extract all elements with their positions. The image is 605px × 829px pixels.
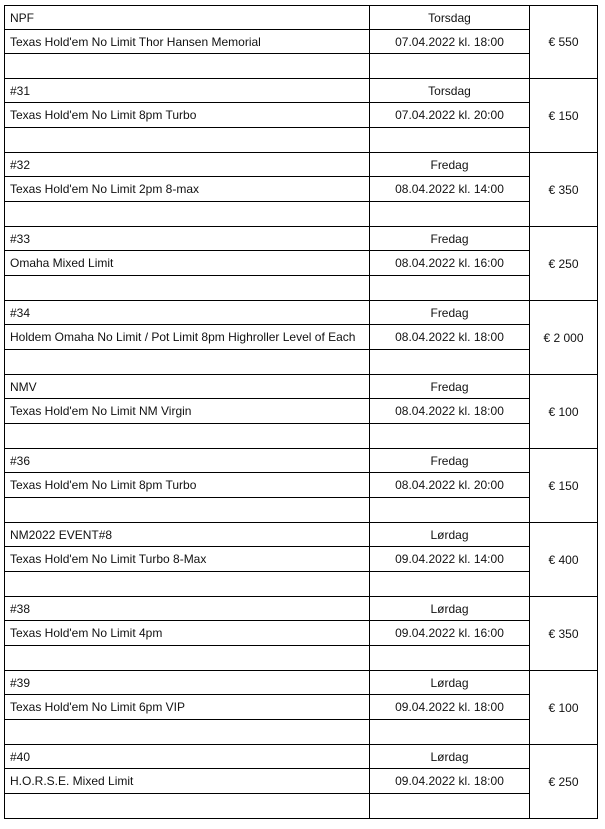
event-name: Texas Hold'em No Limit NM Virgin bbox=[5, 399, 369, 423]
event-blank-cell bbox=[5, 572, 369, 596]
event-info bbox=[4, 79, 369, 152]
event-row bbox=[4, 375, 598, 449]
event-code: NMV bbox=[5, 375, 369, 399]
event-row bbox=[4, 301, 598, 375]
event-name: Texas Hold'em No Limit 6pm VIP bbox=[5, 695, 369, 719]
event-day: Torsdag bbox=[370, 79, 529, 103]
event-price: € 100 bbox=[529, 671, 598, 744]
event-price: € 2 000 bbox=[529, 301, 598, 374]
event-row bbox=[4, 5, 598, 79]
event-schedule bbox=[369, 153, 529, 226]
event-blank-cell bbox=[370, 646, 529, 670]
event-code: #36 bbox=[5, 449, 369, 473]
event-day: Fredag bbox=[370, 153, 529, 177]
event-row bbox=[4, 523, 598, 597]
event-name: Omaha Mixed Limit bbox=[5, 251, 369, 275]
event-row bbox=[4, 227, 598, 301]
event-name: Texas Hold'em No Limit 4pm bbox=[5, 621, 369, 645]
event-schedule bbox=[369, 449, 529, 522]
event-schedule bbox=[369, 523, 529, 596]
event-price: € 350 bbox=[529, 597, 598, 670]
event-price: € 250 bbox=[529, 227, 598, 300]
event-info bbox=[4, 597, 369, 670]
event-blank-cell bbox=[5, 350, 369, 374]
event-row bbox=[4, 745, 598, 819]
event-row bbox=[4, 597, 598, 671]
event-row bbox=[4, 79, 598, 153]
event-day: Lørdag bbox=[370, 671, 529, 695]
event-blank-cell bbox=[370, 128, 529, 152]
event-blank-cell bbox=[5, 202, 369, 226]
event-price: € 400 bbox=[529, 523, 598, 596]
event-code: #40 bbox=[5, 745, 369, 769]
event-code: NM2022 EVENT#8 bbox=[5, 523, 369, 547]
event-name: Texas Hold'em No Limit 8pm Turbo bbox=[5, 473, 369, 497]
event-day: Fredag bbox=[370, 375, 529, 399]
event-blank-cell bbox=[370, 350, 529, 374]
event-datetime: 09.04.2022 kl. 18:00 bbox=[370, 769, 529, 793]
event-blank-cell bbox=[5, 276, 369, 300]
event-info bbox=[4, 375, 369, 448]
event-blank-cell bbox=[370, 276, 529, 300]
event-code: #32 bbox=[5, 153, 369, 177]
event-day: Torsdag bbox=[370, 6, 529, 30]
event-row bbox=[4, 449, 598, 523]
event-day: Fredag bbox=[370, 227, 529, 251]
tournament-schedule bbox=[4, 5, 598, 819]
event-datetime: 08.04.2022 kl. 20:00 bbox=[370, 473, 529, 497]
event-info bbox=[4, 671, 369, 744]
event-name: Texas Hold'em No Limit Thor Hansen Memorial bbox=[5, 30, 369, 54]
event-info bbox=[4, 153, 369, 226]
event-price: € 550 bbox=[529, 6, 598, 78]
event-datetime: 09.04.2022 kl. 18:00 bbox=[370, 695, 529, 719]
event-code: #34 bbox=[5, 301, 369, 325]
event-name: Texas Hold'em No Limit 8pm Turbo bbox=[5, 103, 369, 127]
event-name: Holdem Omaha No Limit / Pot Limit 8pm Highroller Level of Each bbox=[5, 325, 369, 349]
event-code: #39 bbox=[5, 671, 369, 695]
event-blank-cell bbox=[5, 720, 369, 744]
event-datetime: 08.04.2022 kl. 18:00 bbox=[370, 399, 529, 423]
event-price: € 150 bbox=[529, 79, 598, 152]
event-blank-cell bbox=[5, 498, 369, 522]
event-blank-cell bbox=[370, 720, 529, 744]
event-blank-cell bbox=[5, 128, 369, 152]
event-row bbox=[4, 671, 598, 745]
event-name: Texas Hold'em No Limit Turbo 8-Max bbox=[5, 547, 369, 571]
event-price: € 150 bbox=[529, 449, 598, 522]
event-blank-cell bbox=[5, 794, 369, 818]
event-datetime: 08.04.2022 kl. 16:00 bbox=[370, 251, 529, 275]
event-blank-cell bbox=[370, 202, 529, 226]
event-schedule bbox=[369, 227, 529, 300]
event-schedule bbox=[369, 597, 529, 670]
event-info bbox=[4, 523, 369, 596]
event-blank-cell bbox=[370, 54, 529, 78]
event-blank-cell bbox=[370, 794, 529, 818]
event-schedule bbox=[369, 375, 529, 448]
event-datetime: 07.04.2022 kl. 18:00 bbox=[370, 30, 529, 54]
event-day: Lørdag bbox=[370, 745, 529, 769]
event-info bbox=[4, 227, 369, 300]
event-blank-cell bbox=[370, 572, 529, 596]
event-code: #33 bbox=[5, 227, 369, 251]
event-day: Lørdag bbox=[370, 523, 529, 547]
event-code: NPF bbox=[5, 6, 369, 30]
event-blank-cell bbox=[5, 424, 369, 448]
event-info bbox=[4, 6, 369, 78]
event-datetime: 09.04.2022 kl. 16:00 bbox=[370, 621, 529, 645]
event-name: H.O.R.S.E. Mixed Limit bbox=[5, 769, 369, 793]
event-day: Fredag bbox=[370, 449, 529, 473]
event-code: #31 bbox=[5, 79, 369, 103]
event-schedule bbox=[369, 6, 529, 78]
event-blank-cell bbox=[5, 646, 369, 670]
event-info bbox=[4, 449, 369, 522]
event-price: € 250 bbox=[529, 745, 598, 818]
event-code: #38 bbox=[5, 597, 369, 621]
event-day: Fredag bbox=[370, 301, 529, 325]
event-price: € 350 bbox=[529, 153, 598, 226]
event-row bbox=[4, 153, 598, 227]
event-schedule bbox=[369, 745, 529, 818]
event-blank-cell bbox=[370, 424, 529, 448]
event-datetime: 09.04.2022 kl. 14:00 bbox=[370, 547, 529, 571]
event-info bbox=[4, 745, 369, 818]
event-day: Lørdag bbox=[370, 597, 529, 621]
event-datetime: 08.04.2022 kl. 18:00 bbox=[370, 325, 529, 349]
event-info bbox=[4, 301, 369, 374]
event-price: € 100 bbox=[529, 375, 598, 448]
event-schedule bbox=[369, 79, 529, 152]
event-name: Texas Hold'em No Limit 2pm 8-max bbox=[5, 177, 369, 201]
event-schedule bbox=[369, 671, 529, 744]
event-datetime: 08.04.2022 kl. 14:00 bbox=[370, 177, 529, 201]
event-schedule bbox=[369, 301, 529, 374]
event-blank-cell bbox=[370, 498, 529, 522]
event-blank-cell bbox=[5, 54, 369, 78]
event-datetime: 07.04.2022 kl. 20:00 bbox=[370, 103, 529, 127]
